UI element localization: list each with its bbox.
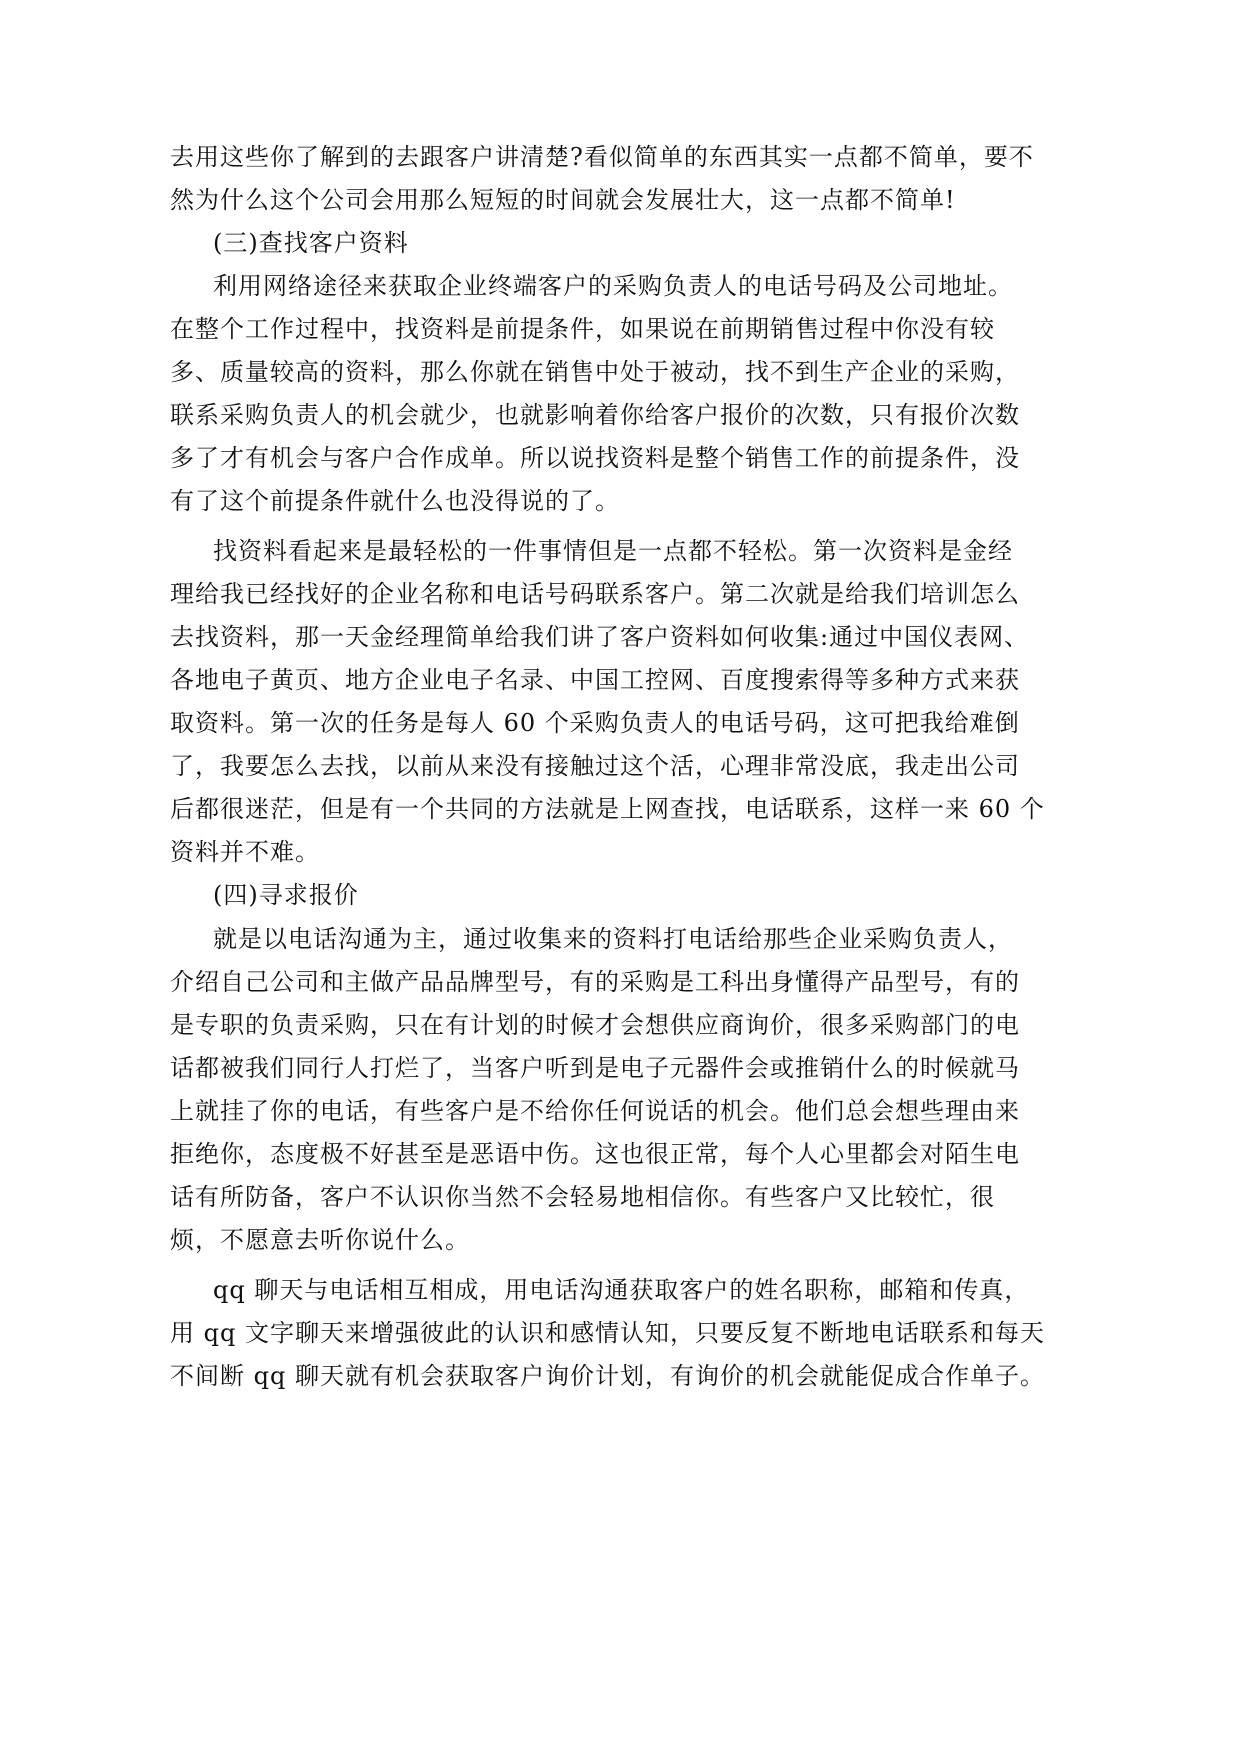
text-line: 烦，不愿意去听你说什么。 bbox=[170, 1226, 470, 1254]
text-line: 理给我已经找好的企业名称和电话号码联系客户。第二次就是给我们培训怎么 bbox=[170, 580, 1020, 608]
text-line: 各地电子黄页、地方企业电子名录、中国工控网、百度搜索得等多种方式来获 bbox=[170, 666, 1020, 694]
text-line: 联系采购负责人的机会就少，也就影响着你给客户报价的次数，只有报价次数 bbox=[170, 401, 1020, 429]
text-line: 然为什么这个公司会用那么短短的时间就会发展壮大，这一点都不简单! bbox=[170, 186, 956, 214]
section-heading: (四)寻求报价 bbox=[213, 881, 359, 909]
text-line: 找资料看起来是最轻松的一件事情但是一点都不轻松。第一次资料是金经 bbox=[213, 537, 1013, 565]
text-line: 用 qq 文字聊天来增强彼此的认识和感情认知，只要反复不断地电话联系和每天 bbox=[170, 1319, 1045, 1347]
text-line: 上就挂了你的电话，有些客户是不给你任何说话的机会。他们总会想些理由来 bbox=[170, 1097, 1020, 1125]
text-line: 取资料。第一次的任务是每人 60 个采购负责人的电话号码，这可把我给难倒 bbox=[170, 709, 1020, 737]
text-line: 话有所防备，客户不认识你当然不会轻易地相信你。有些客户又比较忙，很 bbox=[170, 1183, 995, 1211]
text-line: 在整个工作过程中，找资料是前提条件，如果说在前期销售过程中你没有较 bbox=[170, 315, 995, 343]
text-line: 了，我要怎么去找，以前从来没有接触过这个活，心理非常没底，我走出公司 bbox=[170, 752, 1020, 780]
text-line: 多了才有机会与客户合作成单。所以说找资料是整个销售工作的前提条件，没 bbox=[170, 444, 1020, 472]
text-line: qq 聊天与电话相互相成，用电话沟通获取客户的姓名职称，邮箱和传真， bbox=[213, 1276, 1030, 1304]
section-heading: (三)查找客户资料 bbox=[213, 229, 409, 257]
text-line: 去用这些你了解到的去跟客户讲清楚?看似简单的东西其实一点都不简单，要不 bbox=[170, 143, 1034, 171]
text-line: 去找资料，那一天金经理简单给我们讲了客户资料如何收集:通过中国仪表网、 bbox=[170, 623, 1030, 651]
text-line: 利用网络途径来获取企业终端客户的采购负责人的电话号码及公司地址。 bbox=[213, 272, 1013, 300]
text-line: 有了这个前提条件就什么也没得说的了。 bbox=[170, 487, 620, 515]
text-line: 是专职的负责采购，只在有计划的时候才会想供应商询价，很多采购部门的电 bbox=[170, 1011, 1020, 1039]
text-line: 就是以电话沟通为主，通过收集来的资料打电话给那些企业采购负责人， bbox=[213, 925, 1013, 953]
text-line: 不间断 qq 聊天就有机会获取客户询价计划，有询价的机会就能促成合作单子。 bbox=[170, 1362, 1045, 1390]
text-line: 拒绝你，态度极不好甚至是恶语中伤。这也很正常，每个人心里都会对陌生电 bbox=[170, 1140, 1020, 1168]
text-line: 多、质量较高的资料，那么你就在销售中处于被动，找不到生产企业的采购， bbox=[170, 358, 1020, 386]
text-line: 后都很迷茫，但是有一个共同的方法就是上网查找，电话联系，这样一来 60 个 bbox=[170, 795, 1045, 823]
text-line: 话都被我们同行人打烂了，当客户听到是电子元器件会或推销什么的时候就马 bbox=[170, 1054, 1020, 1082]
text-line: 介绍自己公司和主做产品品牌型号，有的采购是工科出身懂得产品型号，有的 bbox=[170, 968, 1020, 996]
text-line: 资料并不难。 bbox=[170, 838, 320, 866]
